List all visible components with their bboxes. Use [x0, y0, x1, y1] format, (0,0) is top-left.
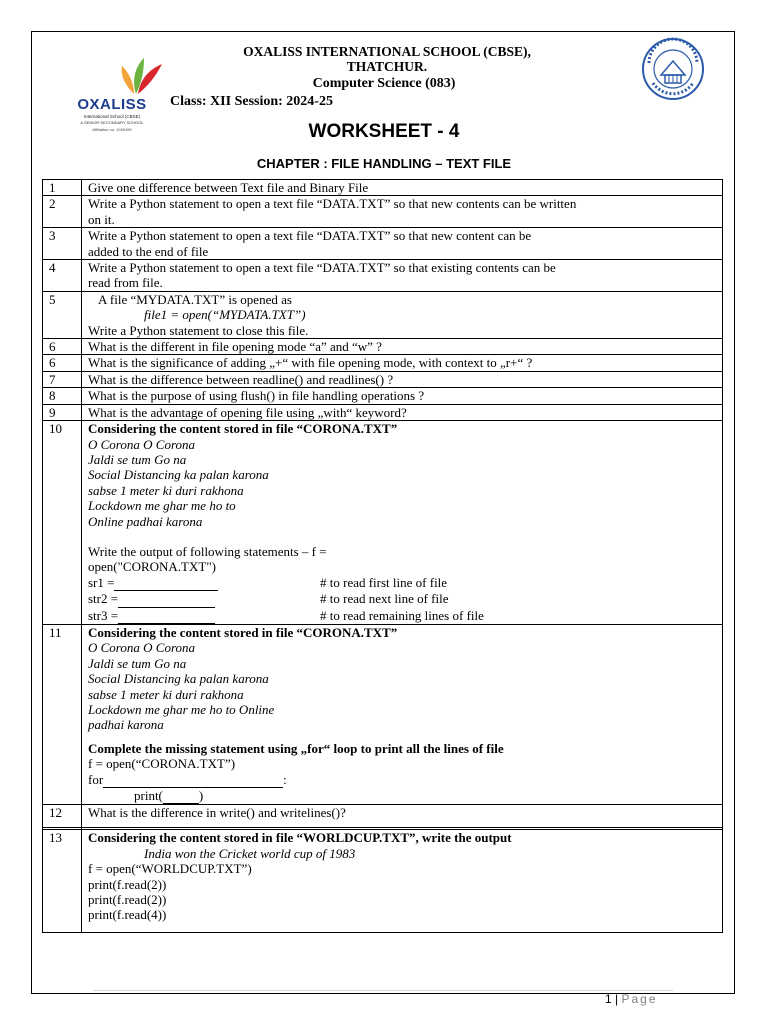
- logo-tagline: A SENIOR SECONDARY SCHOOL: [80, 120, 144, 125]
- question-number: 12: [43, 805, 82, 828]
- poem-line: Social Distancing ka palan karona: [88, 467, 269, 483]
- question-text: What is the advantage of opening file using „with“ keyword?: [82, 404, 723, 420]
- page-separator: |: [615, 992, 619, 1006]
- table-row: [43, 421, 723, 625]
- subject-title: Computer Science (083): [312, 76, 456, 91]
- question-text: What is the purpose of using flush() in file handling operations ?: [82, 388, 723, 404]
- code-paren: ): [198, 788, 204, 804]
- page-label: Page: [621, 992, 658, 1006]
- question-number: 11: [43, 624, 82, 804]
- question-cell: [82, 830, 723, 933]
- table-row: [43, 196, 723, 228]
- question-cell: [82, 624, 723, 804]
- answer-blank: [118, 608, 215, 624]
- school-name-line1: OXALISS INTERNATIONAL SCHOOL (CBSE),: [243, 44, 531, 59]
- question-text: Write a Python statement to open a text file “DATA.TXT” so that new contents can be written: [88, 196, 577, 212]
- question-number: 1: [43, 180, 82, 196]
- code-line: f = open(“CORONA.TXT”): [88, 756, 236, 772]
- code-line: print(f.read(2)): [88, 876, 167, 892]
- answer-blank: [163, 788, 199, 804]
- poem-line: Online padhai karona: [88, 513, 203, 529]
- question-number: 6: [43, 355, 82, 371]
- table-row: [43, 291, 723, 338]
- question-cell: [82, 421, 723, 625]
- question-number: 3: [43, 228, 82, 260]
- file-content: [88, 640, 716, 732]
- table-row: [43, 624, 723, 804]
- question-text: added to the end of file: [88, 243, 209, 259]
- code-line: print(f.read(2)): [88, 892, 167, 908]
- poem-line: sabse 1 meter ki duri rakhona: [88, 482, 244, 498]
- question-text: A file “MYDATA.TXT” is opened as: [98, 291, 292, 307]
- poem-line: Lockdown me ghar me ho to: [88, 498, 236, 514]
- question-cell: [82, 291, 723, 338]
- answer-comment: # to read next line of file: [320, 591, 449, 607]
- question-task: Complete the missing statement using „for“ loop to print all the lines of file: [88, 740, 504, 756]
- answer-comment: # to read first line of file: [320, 574, 448, 590]
- question-heading: Considering the content stored in file “WORLDCUP.TXT”, write the output: [88, 830, 512, 846]
- question-number: 8: [43, 388, 82, 404]
- question-cell: [82, 228, 723, 260]
- questions-table: [42, 179, 723, 933]
- poem-line: sabse 1 meter ki duri rakhona: [88, 686, 244, 702]
- question-cell: [82, 196, 723, 228]
- question-text: What is the difference in write() and writelines()?: [82, 805, 723, 828]
- table-row: [43, 388, 723, 404]
- file-content: India won the Cricket world cup of 1983: [144, 845, 356, 861]
- question-number: 9: [43, 404, 82, 420]
- question-number: 5: [43, 291, 82, 338]
- question-number: 2: [43, 196, 82, 228]
- class-session: Class: XII Session: 2024-25: [170, 94, 333, 109]
- question-text: read from file.: [88, 275, 163, 291]
- table-row: [43, 355, 723, 371]
- question-text: What is the difference between readline() and readlines() ?: [82, 371, 723, 387]
- code-keyword: for: [88, 771, 104, 787]
- answer-line: [88, 575, 716, 591]
- worksheet-title: WORKSHEET - 4: [308, 121, 460, 142]
- poem-line: Social Distancing ka palan karona: [88, 671, 269, 687]
- code-line: [88, 788, 716, 804]
- file-content: [88, 437, 716, 529]
- answer-line: [88, 608, 716, 624]
- question-text: Write a Python statement to close this file.: [88, 322, 309, 338]
- code-line: f = open(“WORLDCUP.TXT”): [88, 861, 252, 877]
- table-row: [43, 371, 723, 387]
- question-heading: Considering the content stored in file “CORONA.TXT”: [88, 624, 398, 640]
- code-print: print(: [134, 788, 163, 804]
- logo-subtitle: International School (CBSE): [83, 114, 141, 119]
- table-row: [43, 180, 723, 196]
- question-heading: Considering the content stored in file “CORONA.TXT”: [88, 421, 398, 437]
- question-number: 4: [43, 260, 82, 292]
- answer-comment: # to read remaining lines of file: [320, 607, 484, 623]
- question-number: 13: [43, 830, 82, 933]
- answer-label: sr1 =: [88, 574, 115, 590]
- table-row: [43, 339, 723, 355]
- logo-name: OXALISS: [77, 96, 147, 113]
- poem-line: padhai karona: [88, 717, 164, 733]
- worksheet-page: [31, 31, 735, 994]
- code-line: print(f.read(4)): [88, 907, 167, 923]
- question-number: 6: [43, 339, 82, 355]
- table-row: [43, 260, 723, 292]
- answer-label: str2 =: [88, 591, 119, 607]
- page-footer: [605, 992, 658, 1006]
- question-instruction: Write the output of following statements – f =: [88, 543, 327, 559]
- question-text: on it.: [88, 211, 115, 227]
- footer-divider: [93, 990, 673, 991]
- answer-blank: [118, 591, 215, 607]
- code-line: file1 = open(“MYDATA.TXT”): [144, 307, 306, 323]
- question-text: Give one difference between Text file and Binary File: [82, 180, 723, 196]
- question-text: Write a Python statement to open a text file “DATA.TXT” so that existing contents can be: [88, 260, 556, 276]
- answer-label: str3 =: [88, 607, 119, 623]
- question-number: 7: [43, 371, 82, 387]
- table-row: [43, 404, 723, 420]
- question-text: Write a Python statement to open a text file “DATA.TXT” so that new content can be: [88, 228, 532, 244]
- question-instruction: open("CORONA.TXT"): [88, 559, 216, 575]
- page-number: 1: [605, 992, 612, 1006]
- answer-line: [88, 591, 716, 607]
- table-row: [43, 830, 723, 933]
- code-line: [88, 772, 716, 788]
- poem-line: Jaldi se tum Go na: [88, 451, 187, 467]
- poem-line: Lockdown me ghar me ho to Online: [88, 702, 275, 717]
- poem-line: O Corona O Corona: [88, 436, 196, 452]
- poem-line: Jaldi se tum Go na: [88, 655, 187, 671]
- chapter-title: CHAPTER : FILE HANDLING – TEXT FILE: [256, 156, 512, 171]
- question-number: 10: [43, 421, 82, 625]
- answer-blank: [103, 772, 283, 788]
- question-text: What is the different in file opening mode “a” and “w” ?: [82, 339, 723, 355]
- table-row: [43, 805, 723, 828]
- school-name-line2: THATCHUR.: [346, 59, 428, 74]
- question-cell: [82, 260, 723, 292]
- logo-affiliation: Affiliation no: 1930490: [92, 127, 132, 132]
- answer-blank: [114, 575, 218, 591]
- table-row: [43, 228, 723, 260]
- code-colon: :: [283, 771, 287, 787]
- poem-line: O Corona O Corona: [88, 640, 196, 656]
- school-name: [232, 44, 542, 74]
- question-text: What is the significance of adding „+“ with file opening mode, with context to „r+“ ?: [82, 355, 723, 371]
